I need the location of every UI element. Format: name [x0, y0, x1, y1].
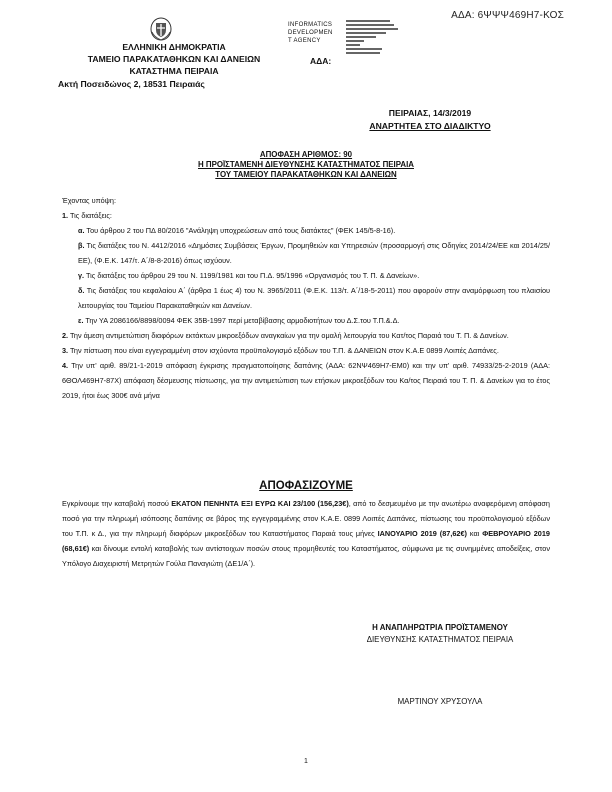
signatory-name: ΜΑΡΤΙΝΟΥ ΧΡΥΣΟΥΛΑ: [397, 697, 483, 706]
decision-issuer: Η ΠΡΟΪΣΤΑΜΕΝΗ ΔΙΕΥΘΥΝΣΗΣ ΚΑΤΑΣΤΗΜΑΤΟΣ ΠΕΙΡΑΙΑ: [197, 160, 414, 169]
ada-label: ΑΔΑ:: [310, 56, 332, 66]
digital-signature-fine-print-icon: [346, 20, 416, 60]
greek-emblem-icon: [150, 17, 172, 41]
item-1a: [62, 223, 550, 238]
decision-number: ΑΠΟΦΑΣΗ ΑΡΙΘΜΟΣ: 90: [259, 150, 353, 159]
date-block: [330, 107, 530, 133]
stamp-line-3: T AGENCY: [288, 38, 321, 45]
item-1b: [62, 238, 550, 268]
item-1d-label: δ.: [78, 286, 85, 295]
item-2-text: Την άμεση αντιμετώπιση διαφόρων εκτάκτων μικροεξόδων αναγκαίων για την ομαλή λειτουργία του Κατ/τος Παραιά του Τ. Π. & Δανείων.: [68, 331, 509, 340]
item-1e: [62, 313, 550, 328]
decision-organization: ΤΟΥ ΤΑΜΕΙΟΥ ΠΑΡΑΚΑΤΑΘΗΚΩΝ ΚΑΙ ΔΑΝΕΙΩΝ: [215, 170, 397, 179]
place-date: ΠΕΙΡΑΙΑΣ, 14/3/2019: [388, 108, 472, 118]
decision-amount: ΕΚΑΤΟΝ ΠΕΝΗΝΤΑ ΕΞΙ ΕΥΡΩ ΚΑΙ 23/100 (156,23€): [171, 499, 349, 508]
header-address: Ακτή Ποσειδώνος 2, 18531 Πειραιάς: [58, 78, 205, 89]
item-1e-label: ε.: [78, 316, 84, 325]
posted-online-note: ΑΝΑΡΤΗΤΕΑ ΣΤΟ ΔΙΑΔΙΚΤΥΟ: [369, 121, 491, 131]
item-2-number: 2.: [62, 331, 69, 340]
item-2: [62, 328, 550, 343]
item-1b-text: Τις διατάξεις του Ν. 4412/2016 «Δημόσιες Συμβάσεις Έργων, Προμηθειών και Υπηρεσιών (προσαρμογή στις Οδηγίες 2014/24/ΕΕ και 2014/25/ΕΕ), (Φ.Ε.Κ. 147/τ. Α΄/8-8-2016) όπως ισχύουν.: [78, 241, 550, 265]
item-3-text: Την πίστωση που είναι εγγεγραμμένη στον ισχύοντα προϋπολογισμό εξόδων του Τ.Π. & ΔΑΝΕΙΩΝ στον Κ.Α.Ε 0899 Λοιπές Δαπάνες.: [68, 346, 499, 355]
decision-january: ΙΑΝΟΥΑΡΙΟ 2019 (87,62€): [377, 529, 467, 538]
signatory-department: ΔΙΕΥΘΥΝΣΗΣ ΚΑΤΑΣΤΗΜΑΤΟΣ ΠΕΙΡΑΙΑ: [366, 634, 514, 644]
decision-text: [62, 496, 550, 571]
ada-top-right: ΑΔΑ: 6ΨΨΨ469Η7-ΚΟΣ: [451, 10, 564, 21]
header-line-2: ΤΑΜΕΙΟ ΠΑΡΑΚΑΤΑΘΗΚΩΝ ΚΑΙ ΔΑΝΕΙΩΝ: [87, 54, 261, 65]
item-1: [62, 208, 550, 223]
page-number: 1: [304, 758, 308, 765]
item-1c-text: Τις διατάξεις του άρθρου 29 του Ν. 1199/1981 και του Π.Δ. 95/1996 «Οργανισμός του Τ. Π. & Δανείων».: [84, 271, 420, 280]
item-1-number: 1.: [62, 211, 69, 220]
item-1d-text: Τις διατάξεις του κεφαλαίου Α΄ (άρθρα 1 έως 4) του Ν. 3965/2011 (Φ.Ε.Κ. 113/τ. Α΄/18-5-2011) που αφορούν στην αναμόρφωση του πλαισίου λειτουργίας του Ταμείου Παρακαταθηκών και Δανείων.: [78, 286, 550, 310]
item-1c: [62, 268, 550, 283]
item-3: [62, 343, 550, 358]
item-4-text: Την υπ' αριθ. 89/21-1-2019 απόφαση έγκρισης πραγματοποίησης δαπάνης (ΑΔΑ: 62ΝΨ469Η7-ΕΜ0) και την υπ' αριθ. 74933/25-2-2019 (ΑΔΑ: 6ΘΟΛ469Η7-87Χ) απόφαση δέσμευσης πίστωσης, για την αντιμετώπιση των ετήσιων μικροεξόδων του Κα/τος Πειραιά του Τ. Π. & Δανείων για το έτος 2019, ήτοι έως 300€ ανά μήνα: [62, 361, 550, 400]
item-1a-label: α.: [78, 226, 85, 235]
item-1a-text: Του άρθρου 2 του ΠΔ 80/2016 "Ανάληψη υποχρεώσεων από τους διατάκτες" (ΦΕΚ 145/5-8-16).: [84, 226, 396, 235]
decision-february: ΦΕΒΡΟΥΑΡΙΟ 2019 (68,61€): [62, 529, 550, 553]
decision-text-4: και δίνουμε εντολή καταβολής των αντίστοιχων ποσών στους προμηθευτές του Καταστήματος, σύμφωνα με τις συνημμένες αποδείξεις, στον Υπόλογο Διαχειριστή Μετρητών Γούλα Παναγιώτη (ΔΕ1/Α΄).: [62, 544, 550, 568]
item-1-text: Τις διατάξεις:: [68, 211, 112, 220]
signatory-title: Η ΑΝΑΠΛΗΡΩΤΡΙΑ ΠΡΟΪΣΤΑΜΕΝΟΥ: [372, 623, 508, 632]
decision-text-1: Εγκρίνουμε την καταβολή ποσού: [62, 499, 172, 508]
issuer-header: [58, 41, 282, 90]
header-line-3: ΚΑΤΑΣΤΗΜΑ ΠΕΙΡΑΙΑ: [129, 66, 219, 77]
header-line-1: ΕΛΛΗΝΙΚΗ ΔΗΜΟΚΡΑΤΙΑ: [122, 42, 226, 52]
decide-heading: [0, 480, 612, 492]
signature-block: [340, 622, 540, 645]
considerations: [62, 193, 550, 403]
item-3-number: 3.: [62, 346, 69, 355]
item-1b-label: β.: [78, 241, 85, 250]
item-4: [62, 358, 550, 403]
item-4-number: 4.: [62, 361, 69, 370]
decision-title: [100, 150, 512, 180]
considerations-intro: Έχοντας υπόψη:: [62, 196, 116, 205]
item-1c-label: γ.: [78, 271, 85, 280]
stamp-line-2: DEVELOPMEN: [288, 30, 333, 37]
item-1d: [62, 283, 550, 313]
stamp-line-1: INFORMATICS: [288, 22, 333, 28]
decide-heading-text: ΑΠΟΦΑΣΙΖΟΥΜΕ: [259, 480, 353, 492]
decision-text-2: , από το δεσμευμένο με την ανωτέρω αναφερόμενη απόφαση ποσό για την πληρωμή ισόποσης δαπάνης σε βάρος της εγγεγραμμένης στον Κ.Α.Ε. 0899 Λοιπές Δαπάνες, πίστωσης του προϋπολογισμού εξόδων του Τ.Π. κ Δ., για την πληρωμή διαφόρων μικροεξόδων του Καταστήματος Παραιά τους μήνες: [62, 499, 550, 538]
decision-text-3: και: [466, 529, 483, 538]
item-1e-text: Την ΥΑ 2086166/8898/0094 ΦΕΚ 35Β-1997 περί μεταβίβασης αρμοδιοτήτων του Δ.Σ.του Τ.Π.&.Δ.: [83, 316, 400, 325]
